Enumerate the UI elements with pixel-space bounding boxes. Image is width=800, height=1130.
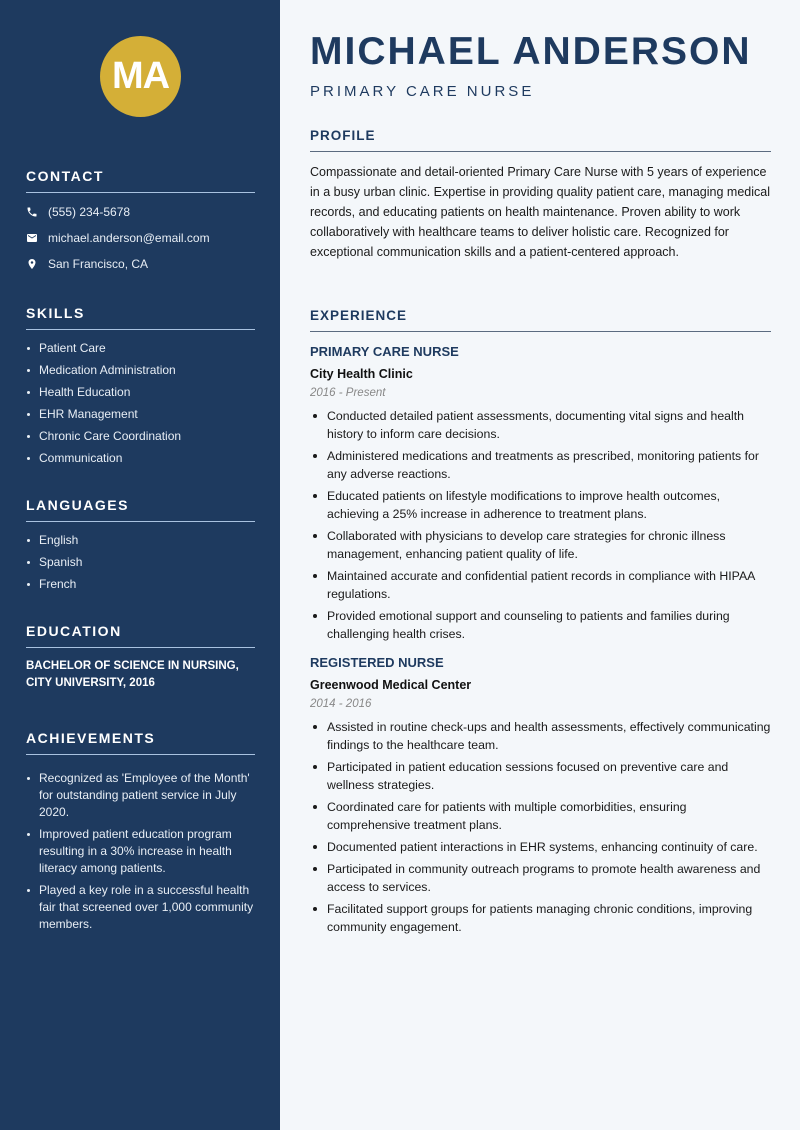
job-company: Greenwood Medical Center <box>310 678 472 692</box>
education-school-line: CITY UNIVERSITY, 2016 <box>26 677 155 689</box>
achievement-item: Played a key role in a successful health fair that screened over 1,000 community members. <box>26 882 255 933</box>
language-item: Spanish <box>26 551 255 573</box>
education-degree <box>26 658 255 692</box>
job-bullet: Facilitated support groups for patients managing chronic conditions, improving community engagement. <box>310 900 771 936</box>
profile-section <box>310 128 771 262</box>
job-entry <box>310 655 771 936</box>
achievement-item: Recognized as 'Employee of the Month' for outstanding patient service in July 2020. <box>26 770 255 821</box>
job-bullets <box>310 407 771 643</box>
job-bullet: Maintained accurate and confidential patient records in compliance with HIPAA regulations. <box>310 567 771 603</box>
job-bullet: Provided emotional support and counseling to patients and families during challenging health crises. <box>310 607 771 643</box>
job-bullet: Conducted detailed patient assessments, documenting vital signs and health history to inform care decisions. <box>310 407 771 443</box>
phone-link[interactable]: (555) 234-5678 <box>48 205 131 219</box>
contact-section <box>26 168 255 277</box>
profile-heading: PROFILE <box>310 128 771 152</box>
language-item: French <box>26 573 255 595</box>
achievements-heading: ACHIEVEMENTS <box>26 730 255 755</box>
candidate-name: MICHAEL ANDERSON <box>310 30 752 73</box>
languages-list <box>26 529 255 595</box>
contact-location <box>26 251 255 277</box>
contact-email <box>26 225 255 251</box>
education-heading: EDUCATION <box>26 623 255 648</box>
job-bullet: Participated in community outreach programs to promote health awareness and access to services. <box>310 860 771 896</box>
job-bullet: Documented patient interactions in EHR systems, enhancing continuity of care. <box>310 838 771 856</box>
experience-heading: EXPERIENCE <box>310 308 771 332</box>
avatar <box>100 36 181 117</box>
email-link[interactable]: michael.anderson@email.com <box>48 231 210 245</box>
languages-section <box>26 497 255 595</box>
language-item: English <box>26 529 255 551</box>
achievements-section <box>26 730 255 938</box>
education-degree-line: BACHELOR OF SCIENCE IN NURSING, <box>26 660 239 672</box>
skill-item: Chronic Care Coordination <box>26 425 255 447</box>
languages-heading: LANGUAGES <box>26 497 255 522</box>
job-title: REGISTERED NURSE <box>310 655 444 670</box>
job-bullet: Assisted in routine check-ups and health assessments, effectively communicating findings to the healthcare team. <box>310 718 771 754</box>
email-icon <box>26 232 48 244</box>
skills-section <box>26 305 255 469</box>
candidate-title: PRIMARY CARE NURSE <box>310 83 535 100</box>
skills-heading: SKILLS <box>26 305 255 330</box>
education-section <box>26 623 255 692</box>
skill-item: EHR Management <box>26 403 255 425</box>
skill-item: Patient Care <box>26 337 255 359</box>
job-bullet: Educated patients on lifestyle modifications to improve health outcomes, achieving a 25% increase in adherence to treatment plans. <box>310 487 771 523</box>
job-bullet: Collaborated with physicians to develop care strategies for chronic illness management, enhancing patient quality of life. <box>310 527 771 563</box>
contact-phone <box>26 199 255 225</box>
achievement-item: Improved patient education program resulting in a 30% increase in health literacy among patients. <box>26 826 255 877</box>
job-bullet: Coordinated care for patients with multiple comorbidities, ensuring comprehensive treatment plans. <box>310 798 771 834</box>
skill-item: Communication <box>26 447 255 469</box>
achievements-list <box>26 770 255 933</box>
job-company: City Health Clinic <box>310 367 413 381</box>
skills-list <box>26 337 255 469</box>
job-bullets <box>310 718 771 936</box>
job-title: PRIMARY CARE NURSE <box>310 344 459 359</box>
job-dates: 2014 - 2016 <box>310 698 372 710</box>
job-bullet: Administered medications and treatments as prescribed, monitoring patients for any adverse reactions. <box>310 447 771 483</box>
job-bullet: Participated in patient education sessions focused on preventive care and wellness strategies. <box>310 758 771 794</box>
skill-item: Medication Administration <box>26 359 255 381</box>
contact-heading: CONTACT <box>26 168 255 193</box>
avatar-initials: MA <box>111 55 170 97</box>
sidebar <box>0 0 280 1130</box>
skill-item: Health Education <box>26 381 255 403</box>
location-pin-icon <box>26 258 48 270</box>
experience-section <box>310 308 771 940</box>
phone-icon <box>26 206 48 218</box>
job-dates: 2016 - Present <box>310 387 386 399</box>
location-text: San Francisco, CA <box>48 257 149 271</box>
job-entry <box>310 344 771 643</box>
profile-summary: Compassionate and detail-oriented Primary Care Nurse with 5 years of experience in a busy urban clinic. Expertise in providing quality patient care, managing medical records, and educating patients on health maintenance. Proven ability to work collaboratively with healthcare teams to deliver holistic care. Recognized for exceptional communication skills and a patient-centered approach. <box>310 165 770 259</box>
